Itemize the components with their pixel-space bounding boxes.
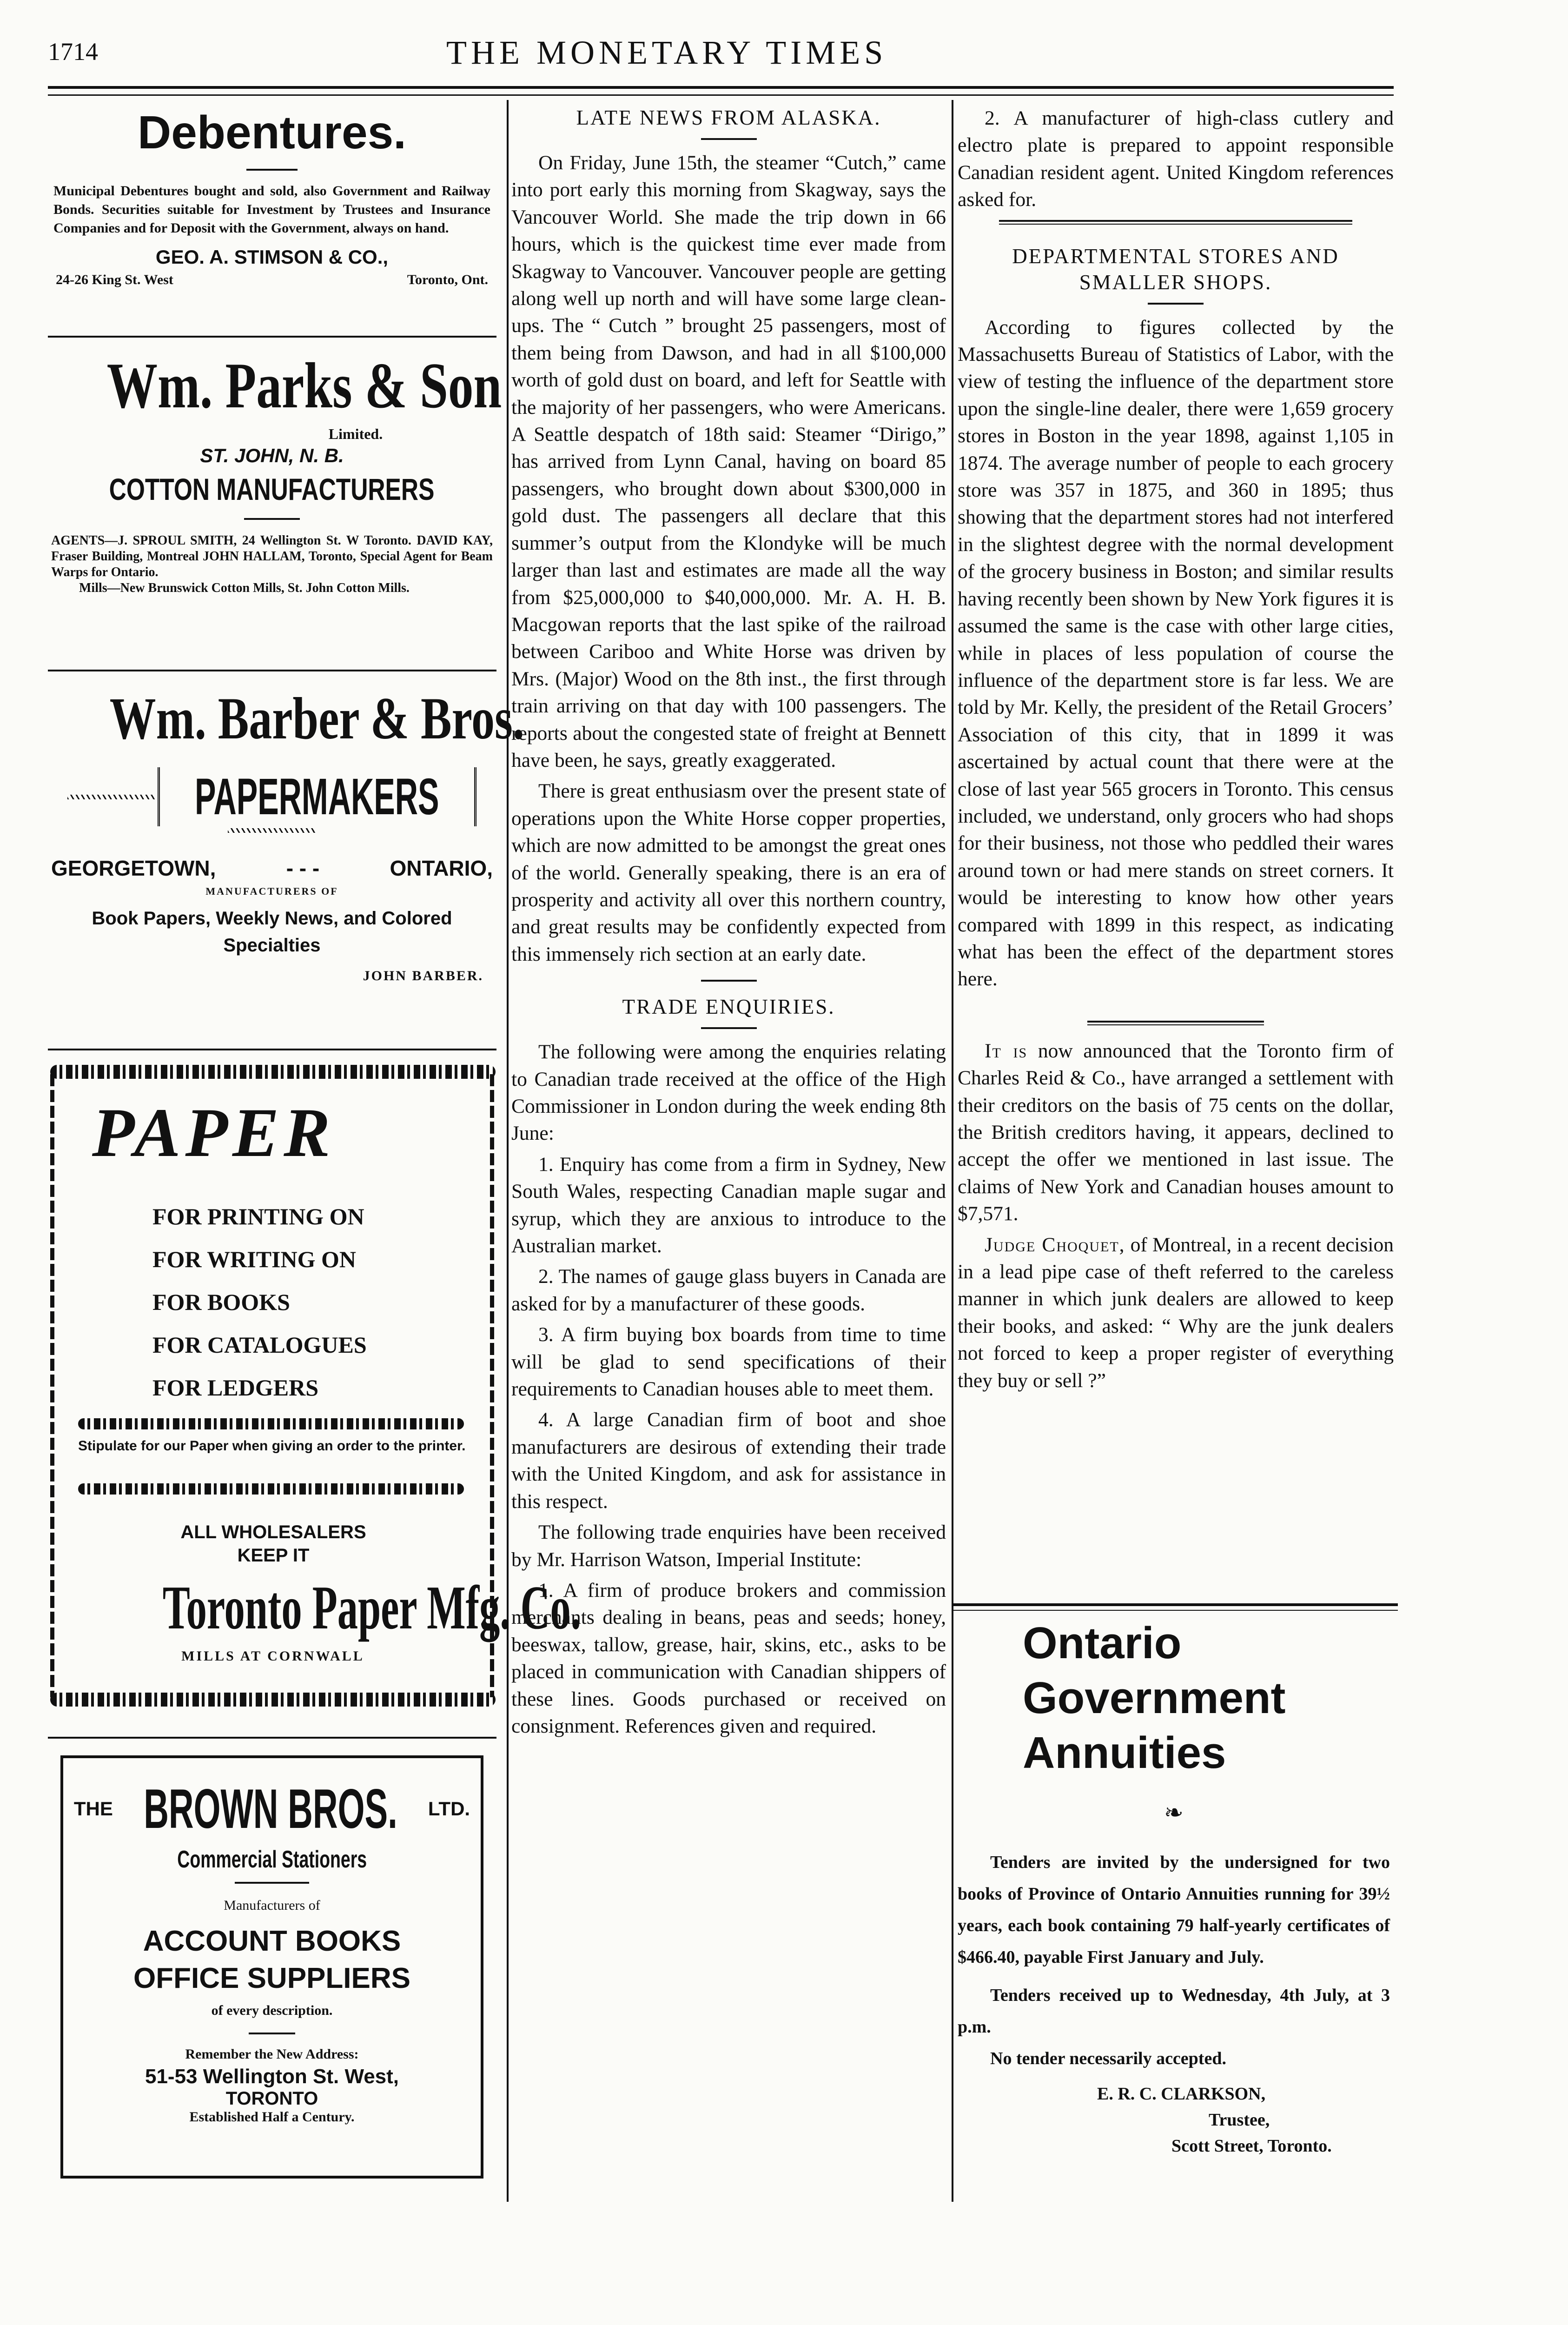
trade-heading: TRADE ENQUIRIES. bbox=[622, 995, 835, 1019]
parks-trade: COTTON MANUFACTURERS bbox=[109, 472, 435, 506]
reid-lead: It is bbox=[985, 1039, 1028, 1062]
brown-remember: Remember the New Address: bbox=[185, 2046, 359, 2062]
debentures-body: Municipal Debentures bought and sold, also Government and Railway Bonds. Securities suitable for Investment by Trustees and Insurance Companies and for Deposit with the Government, always on hand. bbox=[53, 183, 490, 236]
barber-trade: PAPERMAKERS bbox=[195, 768, 439, 825]
page-number: 1714 bbox=[48, 38, 98, 66]
annuities-notice bbox=[958, 1616, 1390, 2159]
trade-continued bbox=[958, 105, 1394, 213]
annuities-title-2: Government bbox=[1023, 1673, 1286, 1723]
brown-mfr: Manufacturers of bbox=[224, 1898, 320, 1913]
short-rule bbox=[249, 2033, 295, 2034]
paper-use-3: FOR BOOKS bbox=[152, 1289, 290, 1315]
border-left bbox=[50, 1074, 54, 1697]
alaska-paragraph: There is great enthusiasm over the present state of operations upon the White Horse copper properties, which are now admitted to be amongst the great ones of the world. Generally speaking, there is an era of prosperity and activity all over this northern country, and great results may be confidently expected from this immensely rich section at an early date. bbox=[511, 780, 946, 965]
barber-owner: JOHN BARBER. bbox=[363, 968, 483, 983]
brown-bros-ad bbox=[60, 1755, 483, 2179]
brown-desc: of every description. bbox=[211, 2003, 333, 2018]
parks-limited: Limited. bbox=[328, 425, 383, 442]
ad-separator bbox=[48, 1049, 496, 1050]
brown-line1: ACCOUNT BOOKS bbox=[143, 1925, 401, 1957]
paper-company: Toronto Paper Mfg. Co. bbox=[162, 1573, 581, 1642]
brown-address: 51-53 Wellington St. West, bbox=[145, 2065, 399, 2088]
trade-article bbox=[511, 1038, 946, 1740]
choquet-body: of Montreal, in a recent decision in a lead pipe case of theft referred to the careless manner in which junk dealers are allowed to keep their books, and asked: “ Why are the junk dealers not forced to keep a proper register of everything they buy or sell ?” bbox=[958, 1233, 1394, 1392]
annuities-body-2: Tenders received up to Wednesday, 4th July, at 3 p.m. bbox=[958, 1986, 1390, 2037]
brown-line2: OFFICE SUPPLIERS bbox=[133, 1962, 410, 1994]
brown-city: TORONTO bbox=[225, 2088, 318, 2109]
debentures-firm: GEO. A. STIMSON & CO., bbox=[155, 246, 389, 268]
annuities-ornament: ❧ bbox=[1164, 1800, 1184, 1826]
debentures-ad bbox=[51, 105, 493, 323]
paper-wholesalers: ALL WHOLESALERS KEEP IT bbox=[180, 1522, 366, 1566]
trade-paragraph: 1. Enquiry has come from a firm in Sydney, New South Wales, respecting Canadian maple sugar and syrup, which they are anxious to introduce to the Australian market. bbox=[511, 1153, 946, 1257]
brown-the: THE bbox=[73, 1798, 113, 1820]
short-rule bbox=[244, 518, 300, 520]
barber-mfr: MANUFACTURERS OF bbox=[205, 885, 338, 897]
trade-paragraph: 2. The names of gauge glass buyers in Canada are asked for by a manufacturer of these goods. bbox=[511, 1265, 946, 1315]
double-rule bbox=[999, 220, 1352, 222]
reid-body: now announced that the Toronto firm of Charles Reid & Co., have arranged a settlement with their creditors on the basis of 75 cents on the dollar, the British creditors having, it appears, declined to accept the offer we mentioned in last issue. The claims of New York and Canadian houses amount to $7,571. bbox=[958, 1039, 1394, 1225]
short-rule bbox=[701, 980, 757, 982]
dept-heading: DEPARTMENTAL STORES AND SMALLER SHOPS. bbox=[1012, 244, 1339, 294]
debentures-title: Debentures. bbox=[138, 106, 406, 159]
choquet-lead: Judge Choquet, bbox=[985, 1233, 1125, 1256]
brown-name: BROWN BROS. bbox=[144, 1778, 397, 1840]
ad-separator bbox=[48, 670, 496, 671]
paper-use-2: FOR WRITING ON bbox=[152, 1246, 357, 1272]
header-rule-top bbox=[48, 86, 1394, 89]
double-rule bbox=[999, 224, 1352, 225]
paper-use-5: FOR LEDGERS bbox=[152, 1375, 319, 1401]
annuities-rule-top bbox=[952, 1603, 1398, 1606]
annuities-title-1: Ontario bbox=[1023, 1618, 1182, 1668]
paper-use-1: FOR PRINTING ON bbox=[152, 1203, 364, 1229]
column-2 bbox=[511, 105, 946, 1743]
short-rule bbox=[246, 169, 298, 171]
column-divider-2 bbox=[952, 100, 953, 2202]
dept-paragraph: According to figures collected by the Massachusetts Bureau of Statistics of Labor, with the view of testing the influence of the department store upon the single-line dealer, there were 1,659 grocery stores in Boston in the year 1898, against 1,105 in 1874. The average number of people to each grocery store was 357 in 1875, and 360 in 1895; thus showing that the department stores had not interfered in the slightest degree with the normal development of the grocery business in Boston; and similar results having recently been shown by New York figures it is assumed the same is the case with other large cities, while in places of less population of course the influence of the department store is far less. We are told by Mr. Kelly, the president of the Retail Grocers’ Association of this city, that in 1899 it was ascertained by actual count that there were at the close of last year 565 grocers in Toronto. This census included, we understand, only grocers who had shops for their business, not those who peddled their wares around town or had mere stands on street corners. It would be interesting to know how other years compared with 1899 in this respect, as indicating what has been the effect of the department stores here. bbox=[958, 316, 1394, 990]
annuities-title-3: Annuities bbox=[1023, 1728, 1226, 1778]
trade-paragraph-continued: 2. A manufacturer of high-class cutlery and electro plate is prepared to appoint responsible Canadian resident agent. United Kingdom references asked for. bbox=[958, 107, 1394, 211]
alaska-heading: LATE NEWS FROM ALASKA. bbox=[576, 106, 881, 129]
dept-article bbox=[958, 314, 1394, 993]
debentures-city: Toronto, Ont. bbox=[407, 272, 488, 287]
double-rule bbox=[1087, 1021, 1264, 1023]
trade-paragraph: The following trade enquiries have been received by Mr. Harrison Watson, Imperial Institute: bbox=[511, 1521, 946, 1571]
paper-script-title: PAPER bbox=[92, 1094, 335, 1171]
notes-article bbox=[958, 1037, 1394, 1394]
annuities-address: Scott Street, Toronto. bbox=[1171, 2136, 1332, 2156]
brown-ltd: LTD. bbox=[428, 1798, 470, 1820]
short-rule bbox=[701, 138, 757, 140]
parks-city: ST. JOHN, N. B. bbox=[200, 445, 344, 466]
parks-mills: Mills—New Brunswick Cotton Mills, St. John Cotton Mills. bbox=[79, 581, 410, 595]
alaska-article bbox=[511, 149, 946, 968]
barber-ad bbox=[51, 684, 524, 1037]
barber-products: Book Papers, Weekly News, and Colored Specialties bbox=[92, 908, 452, 956]
parks-agents: AGENTS—J. SPROUL SMITH, 24 Wellington St. W Toronto. DAVID KAY, Fraser Building, Montreal JOHN HALLAM, Toronto, Special Agent for Beam Warps for Ontario. bbox=[51, 533, 493, 579]
barber-city: GEORGETOWN, bbox=[51, 856, 216, 880]
barber-dashes: - - - bbox=[286, 856, 320, 880]
annuities-signer: E. R. C. CLARKSON, bbox=[1097, 2084, 1266, 2104]
toronto-paper-ad bbox=[50, 1065, 581, 1709]
parks-ad bbox=[51, 346, 502, 653]
trade-paragraph: 4. A large Canadian firm of boot and shoe manufacturers are desirous of extending their trade with the United Kingdom, and ask for assistance in this respect. bbox=[511, 1408, 946, 1513]
scroll-ornament bbox=[78, 1418, 464, 1429]
masthead-title: THE MONETARY TIMES bbox=[446, 34, 887, 71]
ad-separator bbox=[48, 336, 496, 338]
column-3 bbox=[958, 105, 1394, 1398]
trade-paragraph: The following were among the enquiries relating to Canadian trade received at the office of the High Commissioner in London during the week ending 8th June: bbox=[511, 1041, 946, 1145]
barber-name: Wm. Barber & Bros. bbox=[109, 685, 524, 751]
wavy-ornament-right bbox=[228, 828, 316, 833]
annuities-rule-bottom bbox=[952, 1610, 1398, 1611]
brown-established: Established Half a Century. bbox=[189, 2109, 355, 2125]
brown-tagline: Commercial Stationers bbox=[177, 1846, 367, 1873]
paper-use-4: FOR CATALOGUES bbox=[152, 1332, 367, 1358]
paper-mills: MILLS AT CORNWALL bbox=[181, 1648, 364, 1664]
alaska-paragraph: On Friday, June 15th, the steamer “Cutch,” came into port early this morning from Skagway, says the Vancouver World. She made the trip down in 66 hours, which is the quickest time ever made from Skagway to Vancouver. Vancouver people are getting along well up north and will have some large clean-ups. The “ Cutch ” brought 25 passengers, most of them being from Dawson, and had in all $100,000 worth of gold dust on board, and left for Seattle with the majority of her passengers, who were Americans. A Seattle despatch of 18th said: Steamer “Dirigo,” has arrived from Lynn Canal, having on board 85 passengers, who brought down about $300,000 in gold dust. The passengers all declare that this summer’s output from the Klondyke will be much larger than last and estimates are made all the way from $25,000,000 to $40,000,000. Mr. A. H. B. Macgowan reports that the last spike of the railroad between Cariboo and White Horse was driven by Mrs. (Major) Wood on the 8th inst., the first through train arriving on that day with 100 passengers. The reports about the congested state of freight at Bennett have been, he says, greatly exaggerated. bbox=[511, 152, 946, 771]
short-rule bbox=[1148, 303, 1204, 305]
short-rule bbox=[235, 1882, 309, 1884]
ornamental-border-top bbox=[50, 1065, 496, 1079]
paper-stipulate: Stipulate for our Paper when giving an order to the printer. bbox=[78, 1438, 466, 1454]
ornamental-border-bottom bbox=[50, 1693, 496, 1707]
parks-name: Wm. Parks & Son bbox=[106, 350, 502, 422]
wavy-ornament-left bbox=[67, 795, 156, 799]
reid-paragraph bbox=[958, 1037, 1394, 1228]
header-rule-bottom bbox=[48, 94, 1394, 96]
short-rule bbox=[701, 1027, 757, 1029]
ad-separator bbox=[48, 1737, 496, 1739]
trade-paragraph: 3. A firm buying box boards from time to time will be glad to send specifications of their requirements to Canadian houses able to meet them. bbox=[511, 1323, 946, 1401]
column-divider-1 bbox=[507, 100, 509, 2202]
debentures-address: 24-26 King St. West bbox=[56, 272, 173, 287]
double-rule bbox=[1087, 1024, 1264, 1025]
barber-province: ONTARIO, bbox=[390, 856, 493, 880]
scroll-ornament bbox=[78, 1483, 464, 1495]
annuities-body-3: No tender necessarily accepted. bbox=[990, 2049, 1226, 2068]
annuities-role: Trustee, bbox=[1209, 2110, 1270, 2130]
choquet-paragraph bbox=[958, 1231, 1394, 1394]
annuities-body-1: Tenders are invited by the undersigned for two books of Province of Ontario Annuities running for 39½ years, each book containing 79 half-yearly certificates of $466.40, payable First January and July. bbox=[958, 1853, 1390, 1967]
trade-paragraph: 1. A firm of produce brokers and commission merchants dealing in beans, peas and seeds; honey, beeswax, tallow, grease, hair, skins, etc., asks to be placed in communication with Canadian shippers of these lines. Goods purchased or received on consignment. References given and required. bbox=[511, 1579, 946, 1737]
